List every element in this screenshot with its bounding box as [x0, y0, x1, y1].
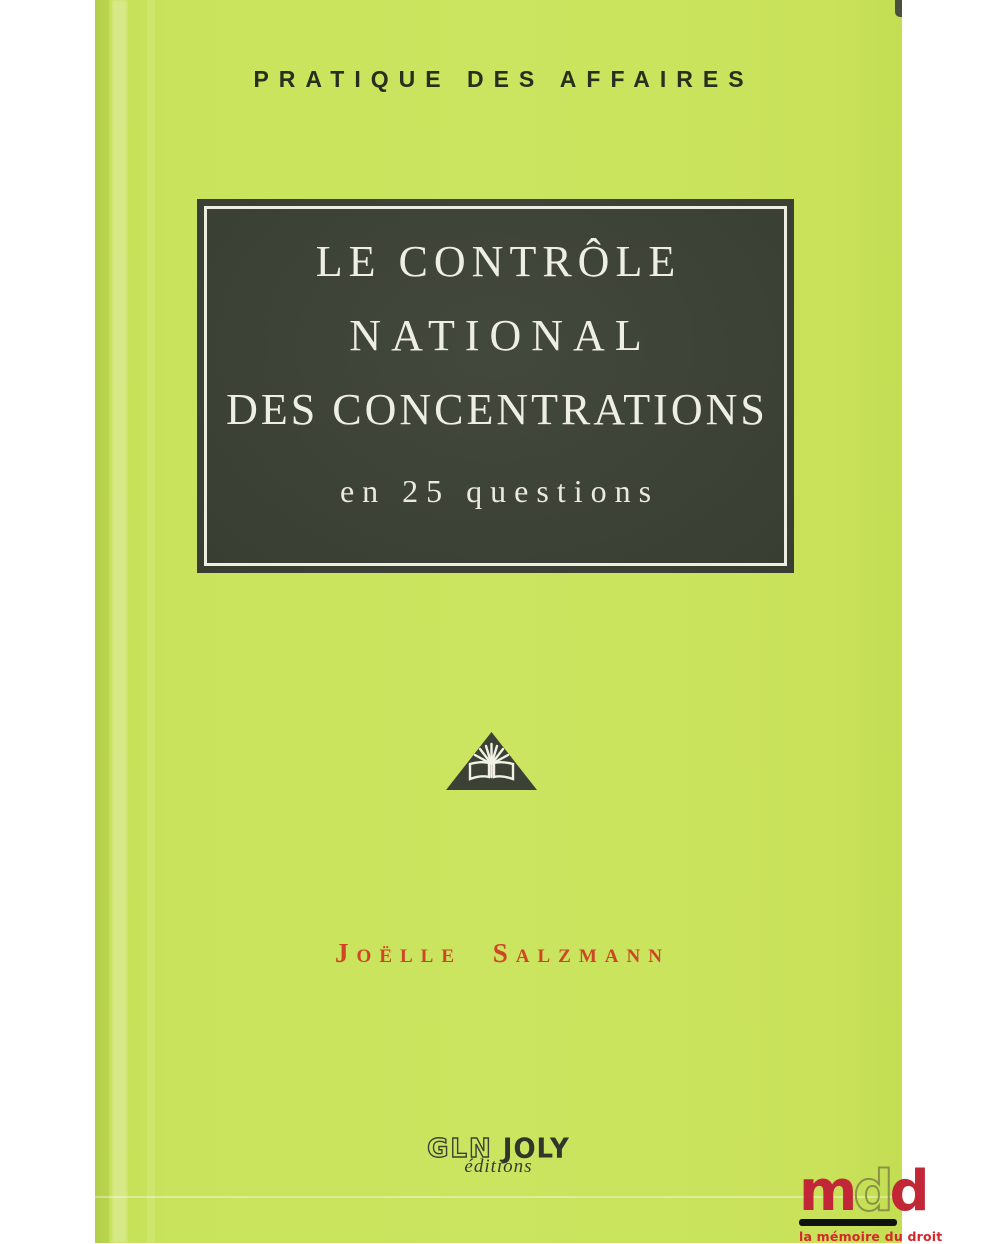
top-right-edge-mark	[895, 0, 902, 17]
title-box	[197, 199, 794, 573]
cover-left-edge-shade	[95, 0, 109, 1243]
joly-wordmark: JOLY	[502, 1133, 570, 1165]
editions-label: éditions	[464, 1156, 533, 1177]
mdd-letter-d-outline: d	[853, 1159, 890, 1224]
spine-crease-faint	[147, 0, 155, 1243]
title-line-2: NATIONAL	[349, 311, 652, 360]
open-book-triangle-icon	[444, 730, 539, 792]
gln-wordmark: GLN	[427, 1134, 493, 1164]
mdd-letter-m: m	[799, 1159, 854, 1224]
title-content	[197, 199, 794, 573]
title-line-3: DES CONCENTRATIONS	[226, 385, 768, 434]
author-name: Joëlle Salzmann	[335, 938, 670, 968]
watermark-caption: la mémoire du droit	[799, 1229, 943, 1244]
publisher-wordmark	[95, 1133, 902, 1177]
bookseller-watermark	[799, 1159, 943, 1244]
mdd-logo	[799, 1159, 926, 1224]
title-line-1: LE CONTRÔLE	[315, 237, 682, 286]
title-subtitle: en 25 questions	[339, 473, 660, 509]
collection-title: PRATIQUE DES AFFAIRES	[253, 66, 754, 92]
spine-crease	[112, 0, 127, 1243]
bottom-crease	[95, 1196, 902, 1198]
book-cover	[95, 0, 943, 1244]
mdd-letter-d: d	[889, 1159, 926, 1224]
